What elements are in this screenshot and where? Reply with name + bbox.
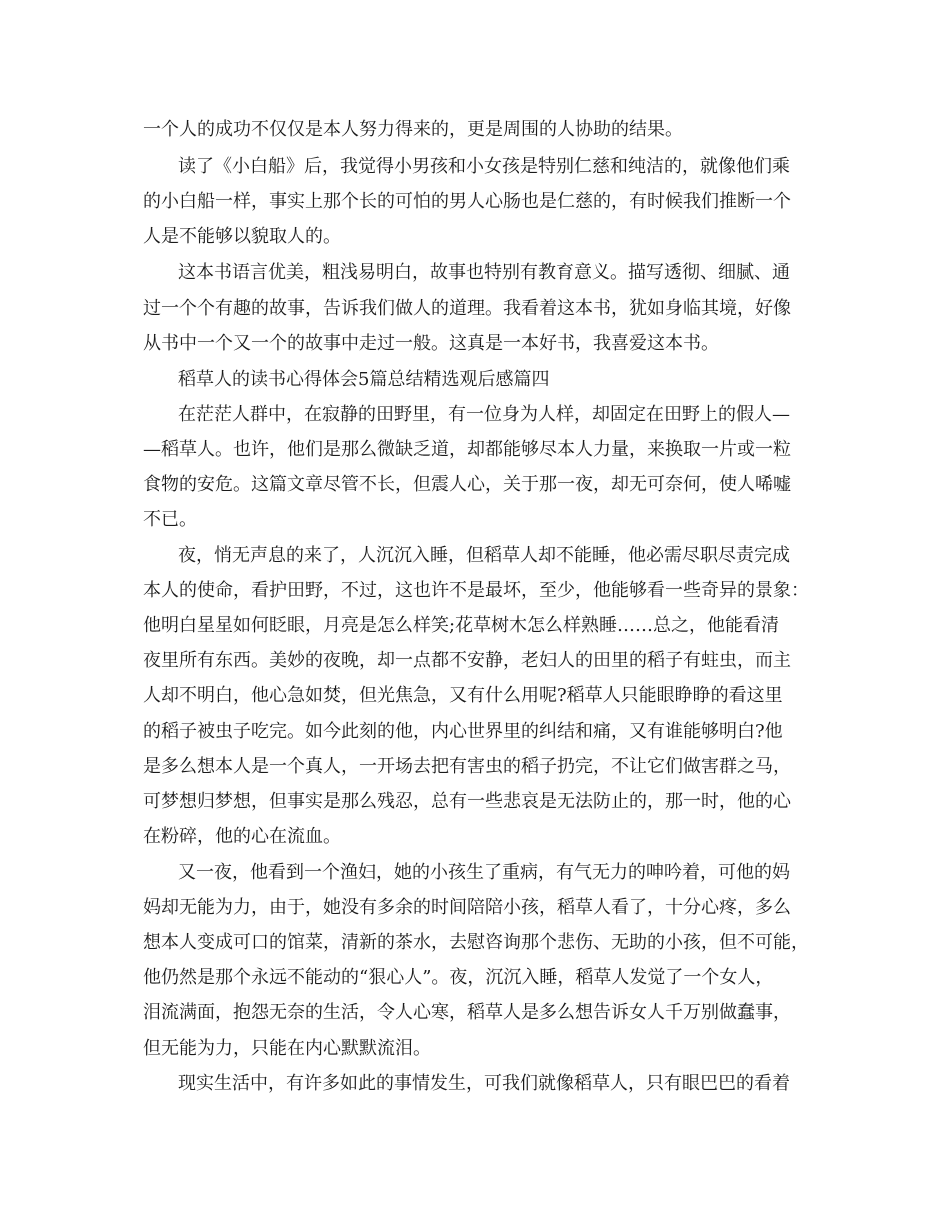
text-line: 夜里所有东西。美妙的夜晚，却一点都不安静，老妇人的田里的稻子有蛀虫，而主 <box>143 650 791 671</box>
paragraph-first-line: 夜，悄无声息的来了，人沉沉入睡，但稻草人却不能睡，他必需尽职尽责完成 <box>178 545 790 566</box>
text-line: 本人的使命，看护田野，不过，这也许不是最坏，至少，他能够看一些奇异的景象： <box>143 580 809 601</box>
paragraph-first-line: 读了《小白船》后，我觉得小男孩和小女孩是特别仁慈和纯洁的，就像他们乘 <box>178 156 790 177</box>
text-line: 人是不能够以貌取人的。 <box>143 226 341 247</box>
paragraph-first-line: 在茫茫人群中，在寂静的田野里，有一位身为人样，却固定在田野上的假人— <box>178 404 790 425</box>
paragraph-first-line: 这本书语言优美，粗浅易明白，故事也特别有教育意义。描写透彻、细腻、通 <box>178 262 790 283</box>
text-line: —稻草人。也许，他们是那么微缺乏道，却都能够尽本人力量，来换取一片或一粒 <box>143 439 791 460</box>
text-line: 的稻子被虫子吃完。如今此刻的他，内心世界里的纠结和痛，又有谁能够明白?他 <box>143 721 783 742</box>
text-line: 他仍然是那个永远不能动的“狠心人”。夜，沉沉入睡，稻草人发觉了一个女人， <box>143 967 774 988</box>
text-line: 一个人的成功不仅仅是本人努力得来的，更是周围的人协助的结果。 <box>143 119 683 140</box>
text-line: 是多么想本人是一个真人，一开场去把有害虫的稻子扔完，不让它们做害群之马， <box>143 756 791 777</box>
paragraph-first-line: 现实生活中，有许多如此的事情发生，可我们就像稻草人，只有眼巴巴的看着 <box>178 1073 790 1094</box>
text-line: 可梦想归梦想，但事实是那么残忍，总有一些悲哀是无法防止的，那一时，他的心 <box>143 791 791 812</box>
text-line: 不已。 <box>143 509 197 530</box>
text-line: 泪流满面，抱怨无奈的生活，令人心寒，稻草人是多么想告诉女人千万别做蠢事， <box>143 1002 791 1023</box>
text-line: 想本人变成可口的馆菜，清新的茶水，去慰咨询那个悲伤、无助的小孩，但不可能， <box>143 932 809 953</box>
paragraph-first-line: 又一夜，他看到一个渔妇，她的小孩生了重病，有气无力的呻吟着，可他的妈 <box>178 862 790 883</box>
text-line: 人却不明白，他心急如焚，但光焦急，又有什么用呢?稻草人只能眼睁睁的看这里 <box>143 685 783 706</box>
section-heading: 稻草人的读书心得体会5篇总结精选观后感篇四 <box>178 369 550 390</box>
text-line: 在粉碎，他的心在流血。 <box>143 826 341 847</box>
text-line: 食物的安危。这篇文章尽管不长，但震人心，关于那一夜，却无可奈何，使人唏嘘 <box>143 474 791 495</box>
text-line: 的小白船一样，事实上那个长的可怕的男人心肠也是仁慈的，有时候我们推断一个 <box>143 191 791 212</box>
text-line: 他明白星星如何眨眼，月亮是怎么样笑;花草树木怎么样熟睡……总之，他能看清 <box>143 615 780 636</box>
text-line: 但无能为力，只能在内心默默流泪。 <box>143 1038 431 1059</box>
text-line: 从书中一个又一个的故事中走过一般。这真是一本好书，我喜爱这本书。 <box>143 333 719 354</box>
text-line: 过一个个有趣的故事，告诉我们做人的道理。我看着这本书，犹如身临其境，好像 <box>143 298 791 319</box>
text-line: 妈却无能为力，由于，她没有多余的时间陪陪小孩，稻草人看了，十分心疼，多么 <box>143 897 791 918</box>
